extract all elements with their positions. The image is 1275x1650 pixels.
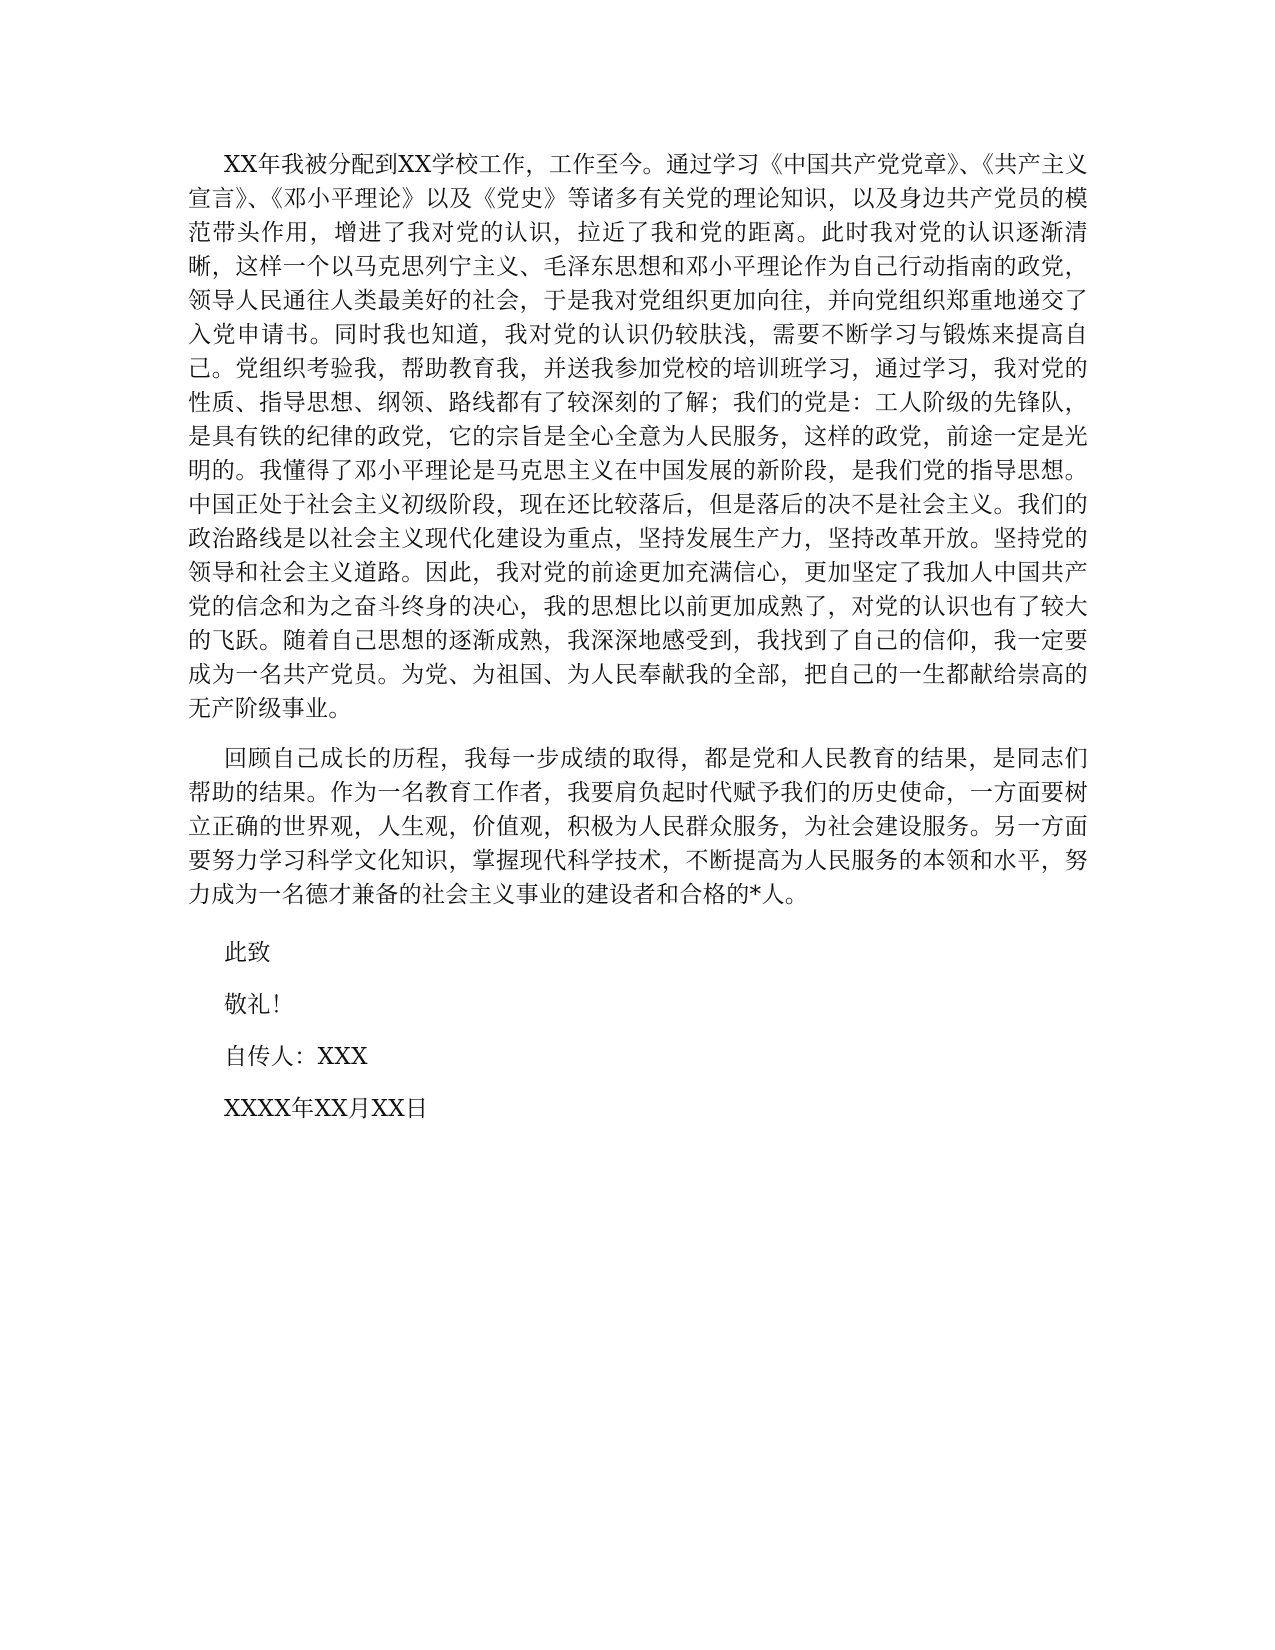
- document-body: [188, 148, 1088, 1126]
- body-paragraph-2: 回顾自己成长的历程，我每一步成绩的取得，都是党和人民教育的结果，是同志们帮助的结果。作为一名教育工作者，我要肩负起时代赋予我们的历史使命，一方面要树立正确的世界观，人生观，价值观，积极为人民群众服务，为社会建设服务。另一方面要努力学习科学文化知识，掌握现代科学技术，不断提高为人民服务的本领和水平，努力成为一名德才兼备的社会主义事业的建设者和合格的*人。: [188, 746, 1088, 908]
- closing-greeting: 此致: [224, 940, 271, 966]
- signature-author: 自传人：XXX: [224, 1044, 368, 1070]
- closing-salute: 敬礼！: [224, 992, 295, 1018]
- signature-date: XXXX年XX月XX日: [224, 1096, 429, 1122]
- body-paragraph-1: XX年我被分配到XX学校工作，工作至今。通过学习《中国共产党党章》、《共产主义宣言》、《邓小平理论》以及《党史》等诸多有关党的理论知识，以及身边共产党员的模范带头作用，增进了我对党的认识，拉近了我和党的距离。此时我对党的认识逐渐清晰，这样一个以马克思列宁主义、毛泽东思想和邓小平理论作为自己行动指南的政党，领导人民通往人类最美好的社会，于是我对党组织更加向往，并向党组织郑重地递交了入党申请书。同时我也知道，我对党的认识仍较肤浅，需要不断学习与锻炼来提高自己。党组织考验我，帮助教育我，并送我参加党校的培训班学习，通过学习，我对党的性质、指导思想、纲领、路线都有了较深刻的了解；我们的党是：工人阶级的先锋队，是具有铁的纪律的政党，它的宗旨是全心全意为人民服务，这样的政党，前途一定是光明的。我懂得了邓小平理论是马克思主义在中国发展的新阶段，是我们党的指导思想。中国正处于社会主义初级阶段，现在还比较落后，但是落后的决不是社会主义。我们的政治路线是以社会主义现代化建设为重点，坚持发展生产力，坚持改革开放。坚持党的领导和社会主义道路。因此，我对党的前途更加充满信心，更加坚定了我加人中国共产党的信念和为之奋斗终身的决心，我的思想比以前更加成熟了，对党的认识也有了较大的飞跃。随着自己思想的逐渐成熟，我深深地感受到，我找到了自己的信仰，我一定要成为一名共产党员。为党、为祖国、为人民奉献我的全部，把自己的一生都献给崇高的无产阶级事业。: [188, 152, 1088, 722]
